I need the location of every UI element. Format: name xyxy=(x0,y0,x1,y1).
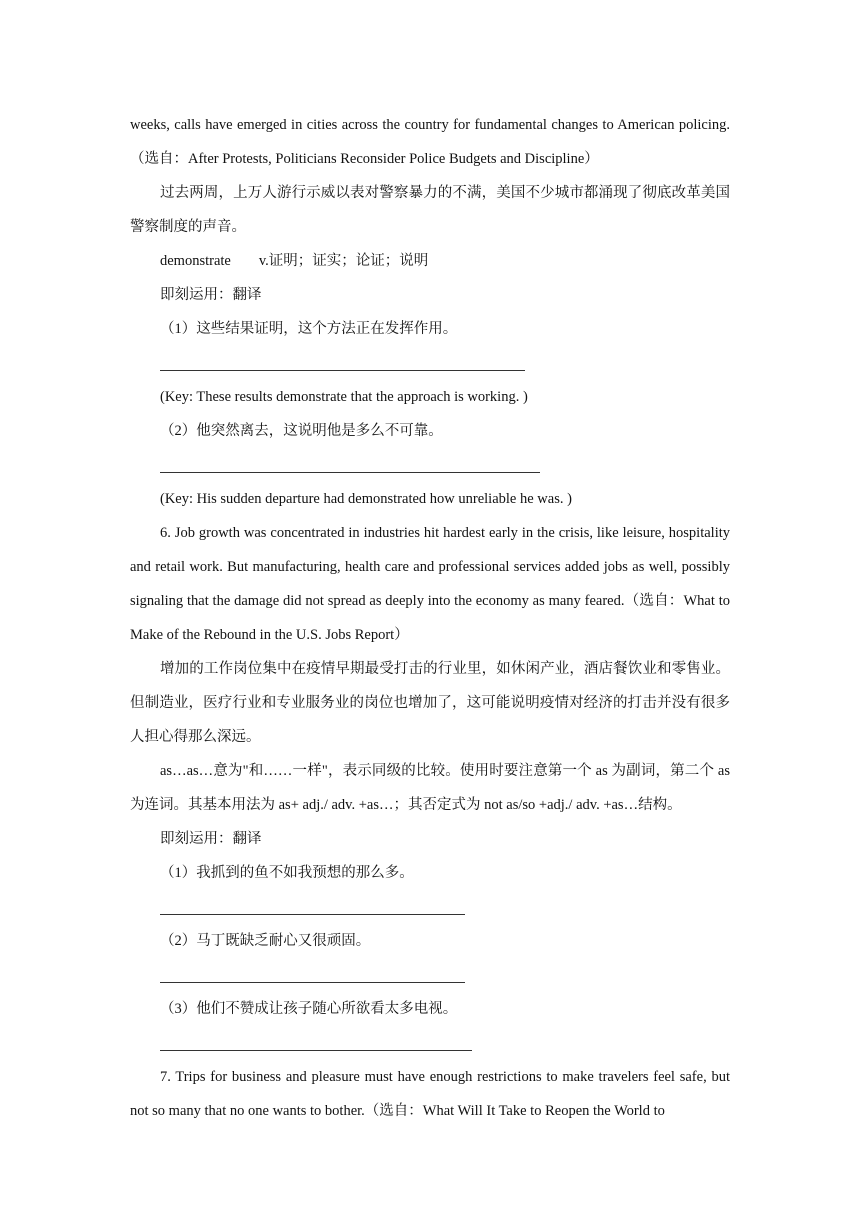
answer-blank[interactable] xyxy=(160,448,730,482)
document-body xyxy=(130,108,730,1128)
paragraph: （3）他们不赞成让孩子随心所欲看太多电视。 xyxy=(160,1001,458,1017)
answer-blank-line xyxy=(160,370,525,371)
paragraph: 6. Job growth was concentrated in industries hit hardest early in the crisis, like leisure, hospitality and retail work. But manufacturing, health care and professional services added jobs as well, possibly signaling that the damage did not spread as deeply into the economy as many feared.（选自：What to Make of the Rebound in the U.S. Jobs Report） xyxy=(130,525,730,643)
paragraph: （2）马丁既缺乏耐心又很顽固。 xyxy=(160,933,371,949)
answer-blank[interactable] xyxy=(160,346,730,380)
answer-blank[interactable] xyxy=(160,890,730,924)
paragraph: （1）我抓到的鱼不如我预想的那么多。 xyxy=(160,865,414,881)
paragraph: 即刻运用：翻译 xyxy=(160,831,262,847)
paragraph: as…as…意为"和……一样"，表示同级的比较。使用时要注意第一个 as 为副词，第二个 as 为连词。其基本用法为 as+ adj./ adv. +as…；其否定式为 not as/so +adj./ adv. +as…结构。 xyxy=(130,763,730,813)
paragraph: (Key: These results demonstrate that the approach is working. ) xyxy=(160,389,528,405)
vocab-definition: v.证明；证实；论证；说明 xyxy=(258,253,429,269)
answer-blank-line xyxy=(160,472,540,473)
answer-blank[interactable] xyxy=(160,1026,730,1060)
paragraph: （2）他突然离去，这说明他是多么不可靠。 xyxy=(160,423,443,439)
answer-blank-line xyxy=(160,982,465,983)
vocab-word: demonstrate xyxy=(160,253,231,269)
paragraph: 过去两周，上万人游行示威以表对警察暴力的不满，美国不少城市都涌现了彻底改革美国警察制度的声音。 xyxy=(130,185,730,235)
answer-blank-line xyxy=(160,1050,472,1051)
answer-blank-line xyxy=(160,914,465,915)
paragraph: （1）这些结果证明，这个方法正在发挥作用。 xyxy=(160,321,458,337)
paragraph: 即刻运用：翻译 xyxy=(160,287,262,303)
paragraph: 增加的工作岗位集中在疫情早期最受打击的行业里，如休闲产业，酒店餐饮业和零售业。但制造业，医疗行业和专业服务业的岗位也增加了，这可能说明疫情对经济的打击并没有很多人担心得那么深远。 xyxy=(130,661,730,745)
vocab-entry xyxy=(130,244,730,278)
paragraph: 7. Trips for business and pleasure must have enough restrictions to make travelers feel safe, but not so many that no one wants to bother.（选自：What Will It Take to Reopen the World to xyxy=(130,1069,730,1119)
paragraph: (Key: His sudden departure had demonstrated how unreliable he was. ) xyxy=(160,491,572,507)
paragraph: weeks, calls have emerged in cities across the country for fundamental changes to American policing.（选自：After Protests, Politicians Reconsider Police Budgets and Discipline） xyxy=(130,117,730,167)
answer-blank[interactable] xyxy=(160,958,730,992)
